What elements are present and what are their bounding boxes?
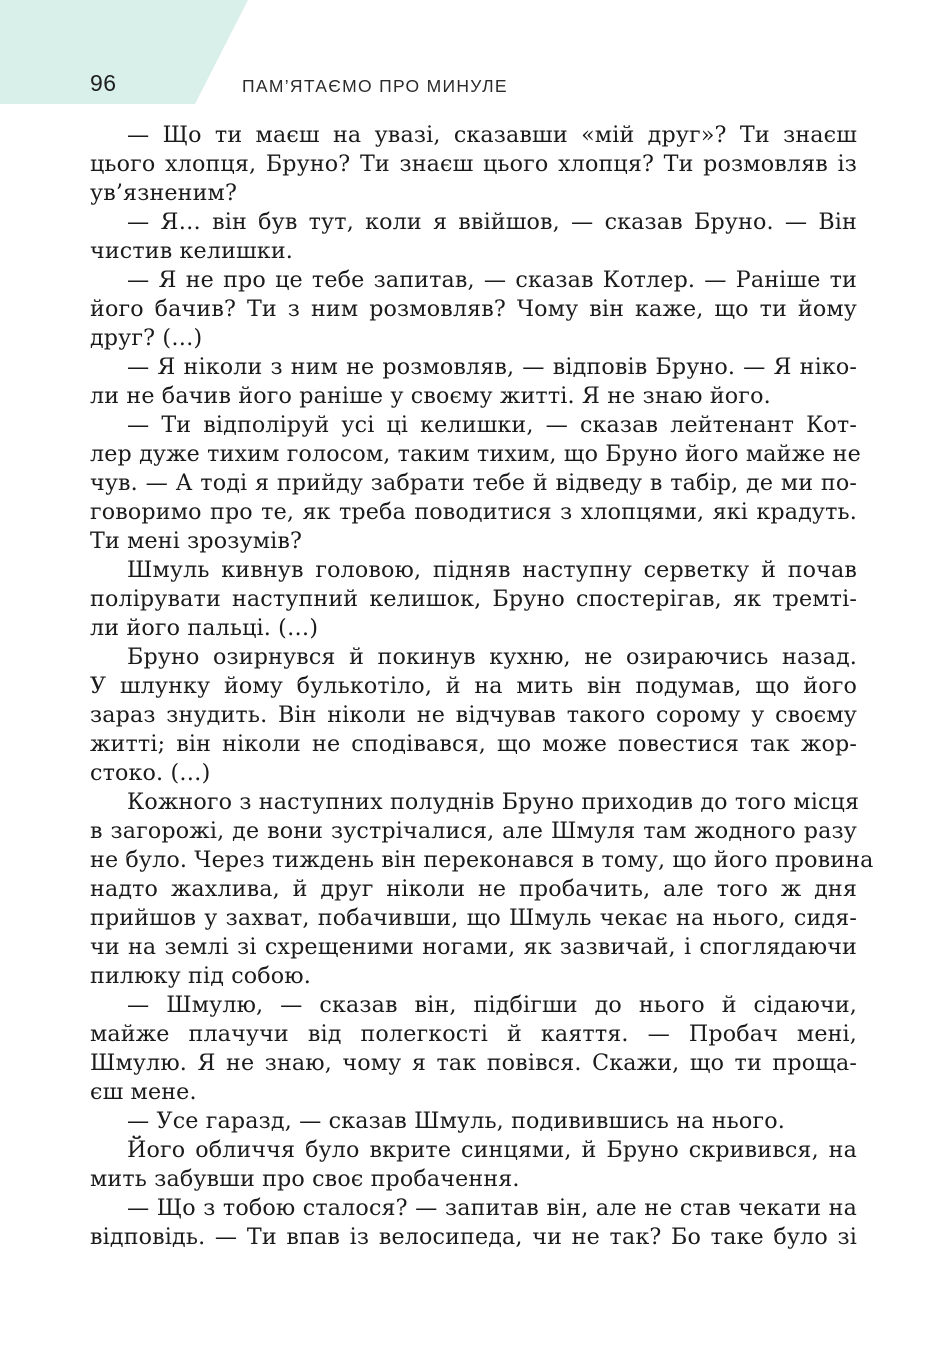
text-line: — Що з тобою сталося? — запитав він, але не став чекати на xyxy=(127,1195,857,1221)
text-line: Бруно озирнувся й покинув кухню, не озираючись назад. xyxy=(127,644,857,670)
header-corner-tab xyxy=(0,0,248,104)
text-line: його бачив? Ти з ним розмовляв? Чому він каже, що ти йому xyxy=(90,296,857,322)
text-line: Кожного з наступних полуднів Бруно приходив до того місця xyxy=(127,789,860,815)
text-line: стоко. (…) xyxy=(90,760,211,786)
text-line: — Що ти маєш на увазі, сказавши «мій друг»? Ти знаєш xyxy=(127,122,857,148)
text-line: в загорожі, де вони зустрічалися, але Шмуля там жодного разу xyxy=(90,818,857,844)
text-line: чистив келишки. xyxy=(90,238,293,264)
text-line: мить забувши про своє пробачення. xyxy=(90,1166,520,1192)
text-line: У шлунку йому булькотіло, й на мить він подумав, що його xyxy=(90,673,857,699)
text-line: пилюку під собою. xyxy=(90,963,311,989)
text-line: Ти мені зрозумів? xyxy=(90,528,303,554)
text-line: чи на землі зі схрещеними ногами, як зазвичай, і споглядаючи xyxy=(90,934,857,960)
text-line: зараз знудить. Він ніколи не відчував такого сорому у своєму xyxy=(90,702,857,728)
text-line: прийшов у захват, побачивши, що Шмуль чекає на нього, сидя- xyxy=(90,905,857,931)
body-text xyxy=(90,121,874,1252)
text-line: цього хлопця, Бруно? Ти знаєш цього хлопця? Ти розмовляв із xyxy=(90,151,857,177)
text-line: чув. — А тоді я прийду забрати тебе й відведу в табір, де ми по- xyxy=(90,470,857,496)
page-number: 96 xyxy=(90,70,117,96)
text-line: говоримо про те, як треба поводитися з хлопцями, які крадуть. xyxy=(90,499,857,525)
text-line: надто жахлива, й друг ніколи не пробачить, але того ж дня xyxy=(90,876,857,902)
text-line: Шмулю. Я не знаю, чому я так повівся. Скажи, що ти проща- xyxy=(90,1050,857,1076)
text-line: ли його пальці. (…) xyxy=(90,615,319,641)
text-line: — Усе гаразд, — сказав Шмуль, подивившись на нього. xyxy=(127,1108,785,1134)
text-line: друг? (…) xyxy=(90,325,203,351)
text-line: ли не бачив його раніше у своєму житті. Я не знаю його. xyxy=(90,383,771,409)
text-line: ув’язненим? xyxy=(90,180,237,206)
text-line: — Ти відполіруй усі ці келишки, — сказав лейтенант Кот- xyxy=(127,412,857,438)
text-line: Його обличчя було вкрите синцями, й Бруно скривився, на xyxy=(127,1137,857,1163)
text-line: — Шмулю, — сказав він, підбігши до нього й сідаючи, xyxy=(127,992,857,1018)
text-line: єш мене. xyxy=(90,1079,197,1105)
text-line: — Я… він був тут, коли я ввійшов, — сказав Бруно. — Він xyxy=(127,209,857,235)
text-line: — Я ніколи з ним не розмовляв, — відповів Бруно. — Я ніко- xyxy=(127,354,857,380)
text-line: полірувати наступний келишок, Бруно спостерігав, як тремті- xyxy=(90,586,857,612)
text-line: лер дуже тихим голосом, таким тихим, що Бруно його майже не xyxy=(90,441,861,467)
text-line: житті; він ніколи не сподівався, що може повестися так жор- xyxy=(90,731,857,757)
text-line: — Я не про це тебе запитав, — сказав Котлер. — Раніше ти xyxy=(127,267,857,293)
text-line: майже плачучи від полегкості й каяття. — Пробач мені, xyxy=(90,1021,857,1047)
text-line: відповідь. — Ти впав із велосипеда, чи не так? Бо таке було зі xyxy=(90,1224,857,1250)
text-line: не було. Через тиждень він переконався в тому, що його провина xyxy=(90,847,874,873)
running-head: ПАМ’ЯТАЄМО ПРО МИНУЛЕ xyxy=(242,76,508,96)
text-line: Шмуль кивнув головою, підняв наступну серветку й почав xyxy=(127,557,857,583)
